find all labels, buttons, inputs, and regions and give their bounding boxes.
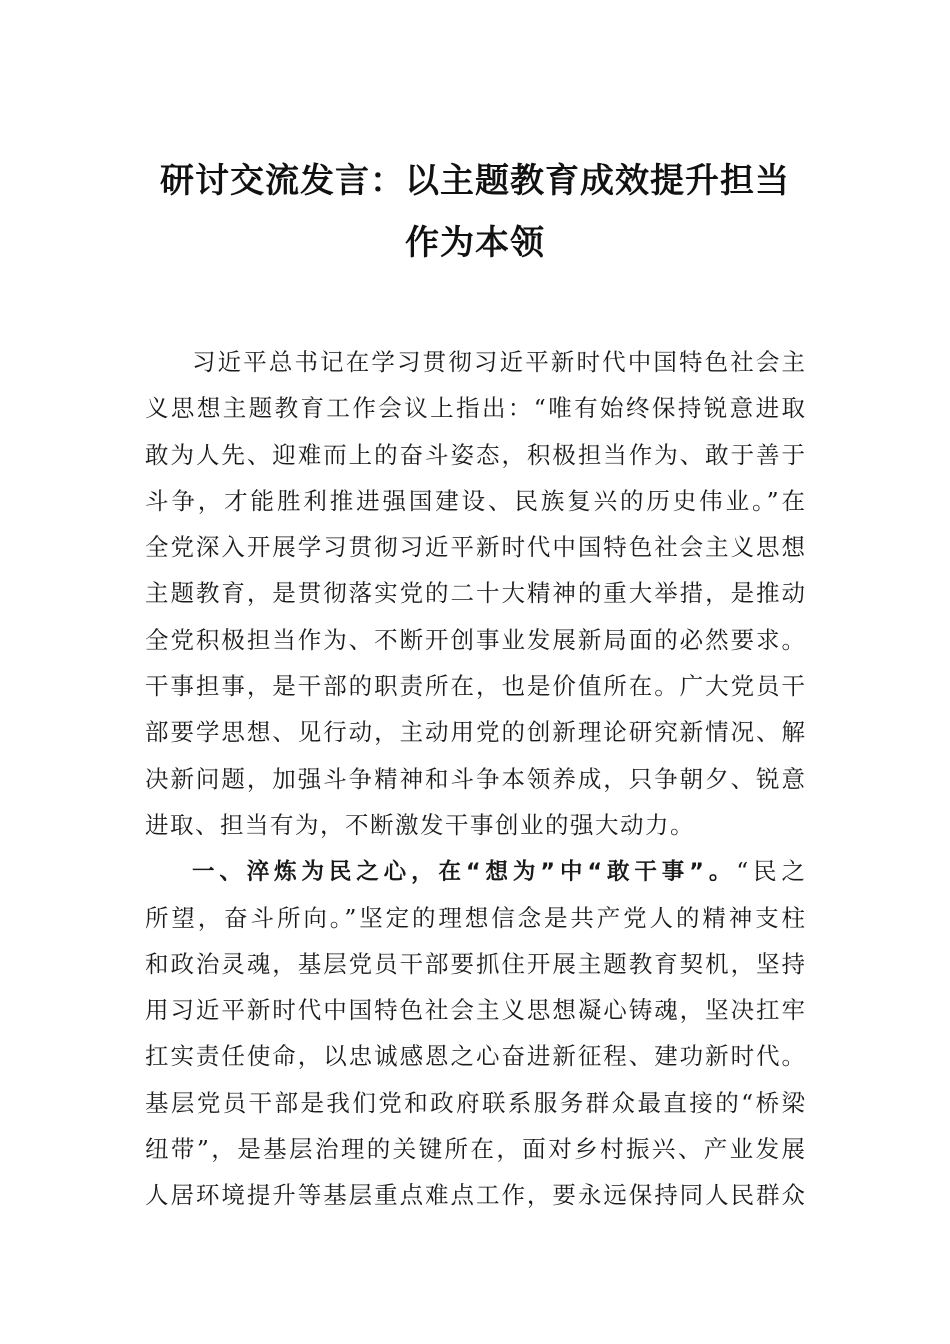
- paragraph-line: 主题教育，是贯彻落实党的二十大精神的重大举措，是推动: [145, 579, 805, 608]
- title-line-1: 研讨交流发言：以主题教育成效提升担当: [160, 161, 790, 201]
- paragraph-line: 敢为人先、迎难而上的奋斗姿态，积极担当作为、敢于善于: [145, 440, 805, 469]
- paragraph-line: 义思想主题教育工作会议上指出：“唯有始终保持锐意进取: [145, 394, 805, 423]
- section-1-heading: 一、淬炼为民之心，在“想为”中“敢干事”。: [192, 859, 737, 886]
- paragraph-line: 部要学思想、见行动，主动用党的创新理论研究新情况、解: [145, 718, 805, 747]
- paragraph-line: 和政治灵魂，基层党员干部要抓住开展主题教育契机，坚持: [145, 949, 805, 978]
- paragraph-line: 全党深入开展学习贯彻习近平新时代中国特色社会主义思想: [145, 533, 805, 562]
- section-1: [145, 848, 805, 1218]
- paragraph-line: 进取、担当有为，不断激发干事创业的强大动力。: [145, 810, 695, 839]
- paragraph-line: 所望，奋斗所向。”坚定的理想信念是共产党人的精神支柱: [145, 903, 805, 932]
- paragraph-line: 干事担事，是干部的职责所在，也是价值所在。广大党员干: [145, 672, 805, 701]
- paragraph-line: 斗争，才能胜利推进强国建设、民族复兴的历史伟业。”在: [145, 486, 805, 515]
- paragraph-line: 纽带”，是基层治理的关键所在，面对乡村振兴、产业发展: [145, 1135, 805, 1164]
- paragraph-line: 决新问题，加强斗争精神和斗争本领养成，只争朝夕、锐意: [145, 764, 805, 793]
- document-body: [145, 339, 805, 1219]
- section-1-first-line: [145, 848, 805, 894]
- paragraph-line: 扛实责任使命，以忠诚感恩之心奋进新征程、建功新时代。: [145, 1042, 805, 1071]
- document-page: [145, 150, 805, 1219]
- paragraph-1: [145, 339, 805, 848]
- paragraph-line: 习近平总书记在学习贯彻习近平新时代中国特色社会主: [192, 348, 805, 376]
- paragraph-line: 全党积极担当作为、不断开创事业发展新局面的必然要求。: [145, 625, 805, 654]
- paragraph-line: 基层党员干部是我们党和政府联系服务群众最直接的“桥梁: [145, 1088, 805, 1117]
- document-title: [145, 150, 805, 274]
- paragraph-line: 人居环境提升等基层重点难点工作，要永远保持同人民群众: [145, 1181, 805, 1210]
- title-line-2: 作为本领: [405, 223, 545, 263]
- section-1-first-line-rest: “民之: [736, 857, 806, 886]
- paragraph-line: 用习近平新时代中国特色社会主义思想凝心铸魂，坚决扛牢: [145, 996, 805, 1025]
